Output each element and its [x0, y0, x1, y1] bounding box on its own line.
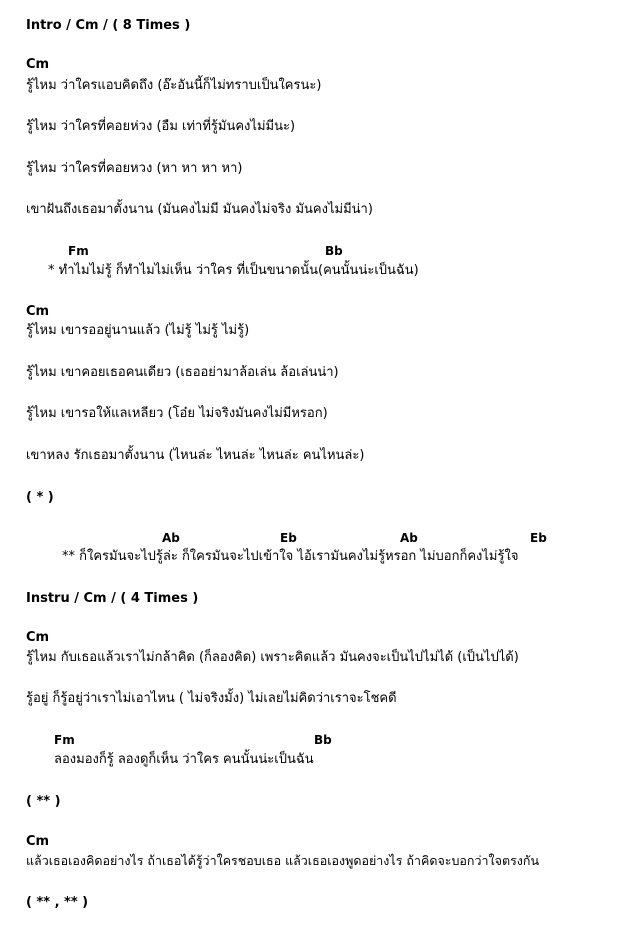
lyric-line: รู้ไหม เขารอให้แลเหลียว (โอ๋ย ไม่จริงมันคงไม่มีหรอก) [26, 406, 328, 421]
lyric-line: รู้ไหม กับเธอแล้วเราไม่กล้าคิด (ก็ลองคิด) เพราะคิดแล้ว มันคงจะเป็นไปไม่ได้ (เป็นไปได้) [26, 650, 519, 665]
lyric-line: รู้ไหม เขาคอยเธอคนเดียว (เธออย่ามาล้อเล่น ล้อเล่นน่า) [26, 365, 339, 380]
lyric-line: เขาฝันถึงเธอมาตั้งนาน (มันคงไม่มี มันคงไม่จริง มันคงไม่มีน่า) [26, 202, 373, 217]
lyric-line: แล้วเธอเองคิดอย่างไร ถ้าเธอได้รู้ว่าใครชอบเธอ แล้วเธอเองพูดอย่างไร ถ้าคิดจะบอกว่าใจตรงกัน [26, 853, 540, 868]
chorus2-chord-eb: Eb [280, 531, 297, 545]
lyric-line: รู้ไหม ว่าใครที่คอยหวง (หา หา หา หา) [26, 161, 243, 176]
lyric-line: รู้อยู่ ก็รู้อยู่ว่าเราไม่เอาไหน ( ไม่จริงมั้ง) ไม่เลยไม่คิดว่าเราจะโชคดี [26, 691, 397, 706]
chorus1-chord-fm: Fm [68, 244, 89, 258]
chorus2-chord-eb: Eb [530, 531, 547, 545]
chorus1-line: * ทำไมไม่รู้ ก็ทำไมไม่เห็น ว่าใคร ที่เป็นขนาดนั้น(คนนั้นน่ะเป็นฉัน) [48, 263, 419, 278]
chorus2-chord-ab: Ab [162, 531, 180, 545]
verse3-chord: Cm [26, 630, 50, 645]
lyric-line: รู้ไหม ว่าใครแอบคิดถึง (อ๊ะอันนี้ก็ไม่ทราบเป็นใครนะ) [26, 78, 322, 93]
bridge-line: ลองมองก็รู้ ลองดูก็เห็น ว่าใคร คนนั้นน่ะเป็นฉัน [54, 752, 314, 767]
repeat-marker: ( * ) [26, 490, 54, 505]
verse2-chord: Cm [26, 304, 50, 319]
chorus2-chord-ab: Ab [400, 531, 418, 545]
instru-line: Instru / Cm / ( 4 Times ) [26, 591, 199, 606]
lyric-line: รู้ไหม ว่าใครที่คอยห่วง (อืม เท่าที่รู้มันคงไม่มีนะ) [26, 119, 296, 134]
chorus1-chord-bb: Bb [325, 244, 343, 258]
repeat-marker: ( ** , ** ) [26, 895, 89, 910]
verse4-chord: Cm [26, 834, 50, 849]
chorus2-line: ** ก็ใครมันจะไปรู้ล่ะ ก็ใครมันจะไปเข้าใจ ไอ้เรามันคงไม่รู้หรอก ไม่บอกก็คงไม่รู้ใจ [62, 549, 519, 564]
lyric-line: รู้ไหม เขารออยู่นานแล้ว (ไม่รู้ ไม่รู้ ไม่รู้) [26, 323, 250, 338]
bridge-chord-fm: Fm [54, 733, 75, 747]
intro-line: Intro / Cm / ( 8 Times ) [26, 18, 191, 33]
repeat-marker: ( ** ) [26, 794, 61, 809]
bridge-chord-bb: Bb [314, 733, 332, 747]
lyric-line: เขาหลง รักเธอมาตั้งนาน (ไหนล่ะ ไหนล่ะ ไหนล่ะ คนไหนล่ะ) [26, 448, 365, 463]
verse1-chord: Cm [26, 57, 50, 72]
